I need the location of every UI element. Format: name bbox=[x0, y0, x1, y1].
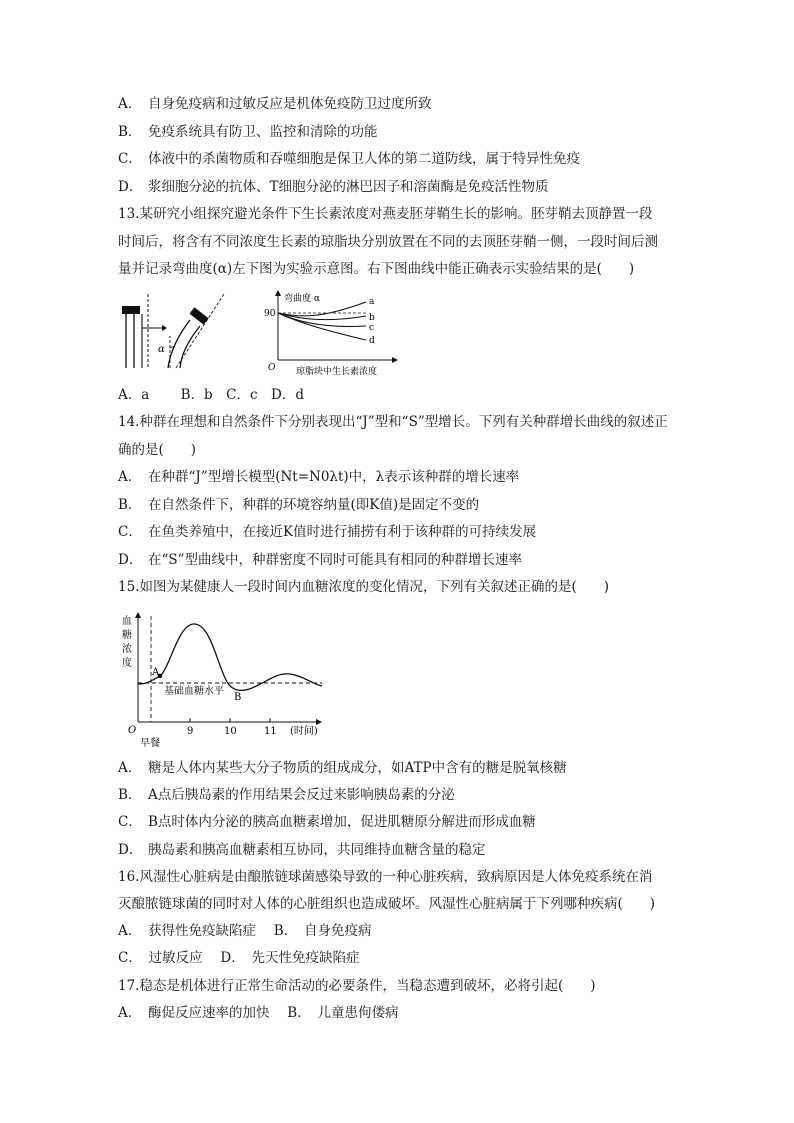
q12-option-d: D． 浆细胞分泌的抗体、T细胞分泌的淋巴因子和溶菌酶是免疫活性物质 bbox=[118, 179, 549, 195]
tick-label-10: 10 bbox=[224, 726, 237, 737]
q12-option-c: C． 体液中的杀菌物质和吞噬细胞是保卫人体的第二道防线，属于特异性免疫 bbox=[118, 151, 580, 167]
q13-options: A．a B．b C．c D．d bbox=[118, 387, 305, 403]
y-label-char-3: 浓 bbox=[122, 644, 132, 655]
arrow-head bbox=[162, 325, 167, 331]
bent-coleoptile-left bbox=[168, 320, 190, 368]
q13-stem-line2: 时间后，将含有不同浓度生长素的琼脂块分别放置在不同的去顶胚芽鞘一侧，一段时间后测 bbox=[118, 234, 658, 250]
q16-options-line2: C． 过敏反应 D． 先天性免疫缺陷症 bbox=[118, 950, 360, 966]
x-axis-arrow bbox=[392, 357, 398, 363]
curve-label-d: d bbox=[369, 336, 375, 346]
q16-options-line1: A． 获得性免疫缺陷症 B． 自身免疫病 bbox=[118, 923, 372, 939]
breakfast-label: 早餐 bbox=[140, 738, 160, 748]
q14-stem-line2: 确的是( ) bbox=[118, 442, 197, 458]
q16-stem-line1: 16.风湿性心脏病是由酿脓链球菌感染导致的一种心脏疾病，致病原因是人体免疫系统在消 bbox=[118, 869, 653, 885]
origin-label: O bbox=[268, 363, 276, 373]
q13-stem-line3: 量并记录弯曲度(α)左下图为实验示意图。右下图曲线中能正确表示实验结果的是( ) bbox=[118, 261, 635, 277]
q14-option-c: C． 在鱼类养殖中，在接近K值时进行捕捞有利于该种群的可持续发展 bbox=[118, 524, 537, 540]
y-label-char-4: 度 bbox=[122, 658, 132, 669]
agar-block-tilted bbox=[189, 307, 208, 324]
q14-option-a: A． 在种群“J”型增长模型(Nt=N0λt)中，λ表示该种群的增长速率 bbox=[118, 469, 520, 485]
agar-block-top bbox=[122, 306, 140, 314]
q16-stem-line2: 灭酿脓链球菌的同时对人体的心脏组织也造成破坏。风湿性心脏病属于下列哪种疾病( ) bbox=[118, 896, 656, 912]
q14-option-d: D． 在“S”型曲线中，种群密度不同时可能具有相同的种群增长速率 bbox=[118, 552, 523, 568]
curve-label-a: a bbox=[369, 297, 375, 307]
q14-stem-line1: 14.种群在理想和自然条件下分别表现出“J”型和“S”型增长。下列有关种群增长曲线的叙述正 bbox=[118, 414, 668, 430]
curve-label-b: b bbox=[369, 313, 375, 323]
curve-a bbox=[278, 302, 366, 316]
q17-options-line1: A． 酶促反应速率的加快 B． 儿童患佝偻病 bbox=[118, 1005, 399, 1021]
x-axis-unit: (时间) bbox=[290, 726, 318, 737]
q15-option-a: A． 糖是人体内某些大分子物质的组成成分，如ATP中含有的糖是脱氧核糖 bbox=[118, 760, 567, 776]
q15-blood-glucose-chart bbox=[118, 612, 334, 748]
y-axis-arrow bbox=[275, 290, 281, 296]
q13-stem-line1: 13.某研究小组探究避光条件下生长素浓度对燕麦胚芽鞘生长的影响。胚芽鞘去顶静置一段 bbox=[118, 206, 653, 222]
glucose-curve bbox=[138, 624, 322, 690]
q15-option-d: D． 胰岛素和胰高血糖素相互协同，共同维持血糖含量的稳定 bbox=[118, 842, 486, 858]
y-90-label: 90 bbox=[264, 309, 276, 319]
alpha-label: α bbox=[158, 344, 165, 355]
q13-coleoptile-diagram bbox=[118, 292, 228, 372]
point-a-label: A bbox=[152, 667, 160, 678]
x-axis-label: 琼脂块中生长素浓度 bbox=[296, 367, 378, 377]
tick-label-11: 11 bbox=[264, 726, 277, 737]
q12-option-b: B． 免疫系统具有防卫、监控和清除的功能 bbox=[118, 124, 378, 140]
q12-option-a: A． 自身免疫病和过敏反应是机体免疫防卫过度所致 bbox=[118, 96, 432, 112]
baseline-label: 基础血糖水平 bbox=[164, 686, 224, 697]
y-label-char-2: 糖 bbox=[122, 630, 132, 641]
y-axis-arrow bbox=[135, 612, 141, 618]
q13-curve-chart bbox=[262, 290, 402, 378]
q14-option-b: B． 在自然条件下，种群的环境容纳量(即K值)是固定不变的 bbox=[118, 497, 480, 513]
curve-label-c: c bbox=[369, 323, 375, 333]
q15-option-b: B． A点后胰岛素的作用结果会反过来影响胰岛素的分泌 bbox=[118, 787, 455, 803]
x-axis-arrow bbox=[316, 719, 322, 725]
origin-label: O bbox=[128, 725, 137, 736]
tick-label-9: 9 bbox=[187, 726, 194, 737]
y-axis-label: 弯曲度 α bbox=[284, 294, 320, 304]
y-label-char-1: 血 bbox=[122, 616, 132, 627]
q17-stem: 17.稳态是机体进行正常生命活动的必要条件，当稳态遭到破坏，必将引起( ) bbox=[118, 978, 596, 994]
q15-stem: 15.如图为某健康人一段时间内血糖浓度的变化情况，下列有关叙述正确的是( ) bbox=[118, 579, 610, 595]
point-b-label: B bbox=[234, 692, 242, 703]
angle-tilt-line bbox=[176, 294, 224, 368]
q15-option-c: C． B点时体内分泌的胰高血糖素增加，促进肌糖原分解进而形成血糖 bbox=[118, 814, 536, 830]
